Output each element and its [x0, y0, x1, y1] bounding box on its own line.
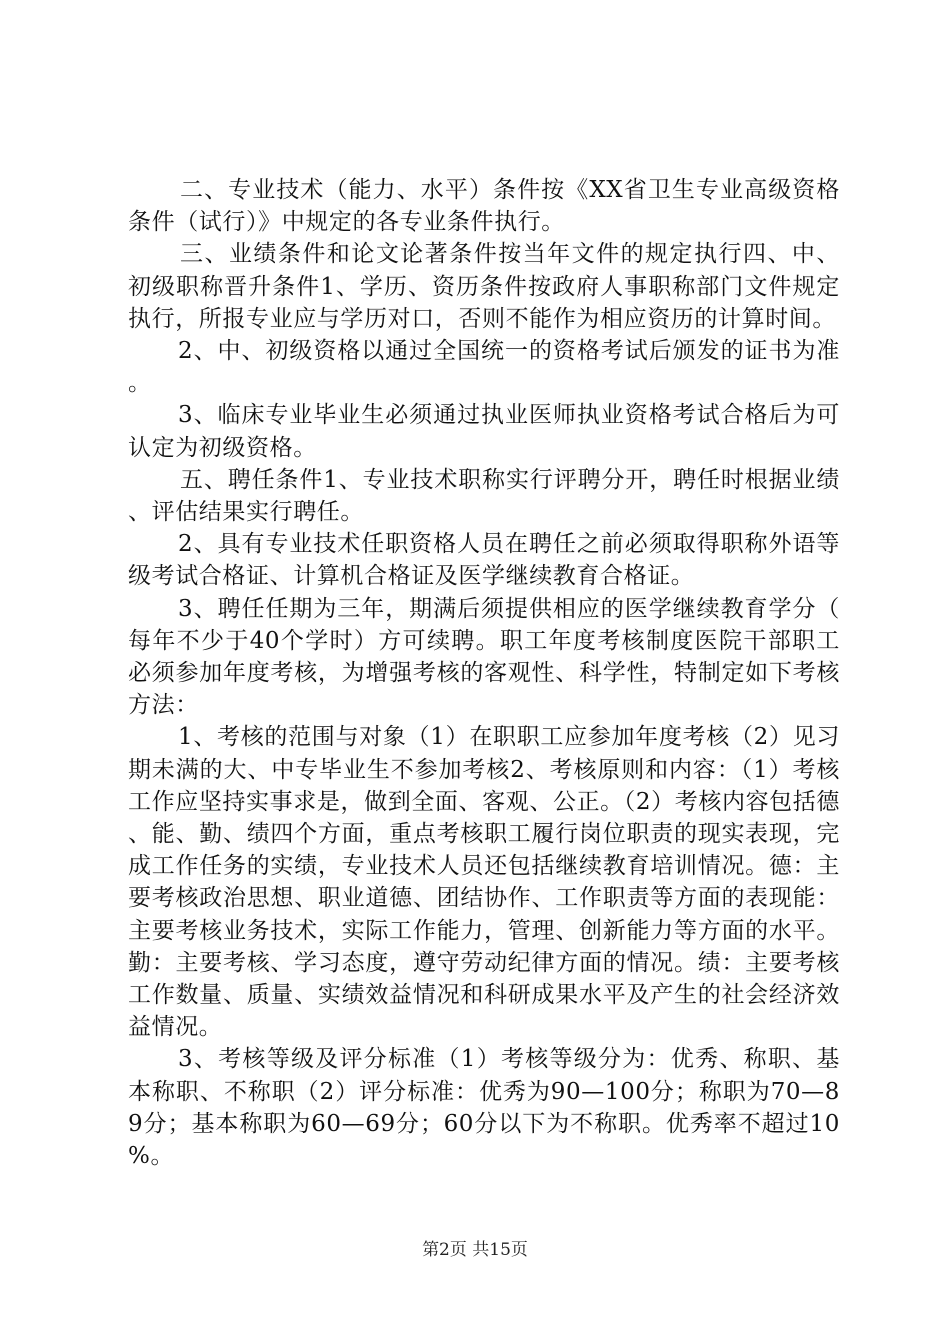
paragraph-assessment-scope: 1、考核的范围与对象（1）在职职工应参加年度考核（2）见习期未满的大、中专毕业生不参加考核2、考核原则和内容：（1）考核工作应坚持实事求是，做到全面、客观、公正。（2）考核内容包括德、能、勤、绩四个方面，重点考核职工履行岗位职责的现实表现，完成工作任务的实绩，专业技术人员还包括继续教育培训情况。德：主要考核政治思想、职业道德、团结协作、工作职责等方面的表现能：主要考核业务技术，实际工作能力，管理、创新能力等方面的水平。勤：主要考核、学习态度，遵守劳动纪律方面的情况。绩：主要考核工作数量、质量、实绩效益情况和科研成果水平及产生的社会经济效益情况。 — [128, 724, 840, 1041]
paragraph-mid-junior-qualification: 2、中、初级资格以通过全国统一的资格考试后颁发的证书为准。 — [128, 338, 840, 397]
paragraph-performance-conditions: 三、业绩条件和论文论著条件按当年文件的规定执行四、中、初级职称晋升条件1、学历、资历条件按政府人事职称部门文件规定执行，所报专业应与学历对口，否则不能作为相应资历的计算时间。 — [128, 241, 840, 332]
paragraph-assessment-grades: 3、考核等级及评分标准（1）考核等级分为：优秀、称职、基本称职、不称职（2）评分标准：优秀为90—100分；称职为70—89分；基本称职为60—69分；60分以下为不称职。优秀率不超过10%。 — [128, 1046, 840, 1170]
page-number-footer: 第2页 共15页 — [422, 1240, 528, 1260]
paragraph-appointment-conditions: 五、聘任条件1、专业技术职称实行评聘分开，聘任时根据业绩、评估结果实行聘任。 — [128, 466, 840, 526]
paragraph-appointment-term: 3、聘任任期为三年，期满后须提供相应的医学继续教育学分（每年不少于40个学时）方可续聘。职工年度考核制度医院干部职工必须参加年度考核，为增强考核的客观性、科学性，特制定如下考核方法： — [128, 595, 840, 719]
paragraph-professional-conditions: 二、专业技术（能力、水平）条件按《XX省卫生专业高级资格条件（试行）》中规定的各专业条件执行。 — [128, 177, 840, 236]
paragraph-appointment-certificates: 2、具有专业技术任职资格人员在聘任之前必须取得职称外语等级考试合格证、计算机合格证及医学继续教育合格证。 — [128, 531, 840, 590]
document-body — [128, 174, 840, 1172]
paragraph-clinical-graduates: 3、临床专业毕业生必须通过执业医师执业资格考试合格后为可认定为初级资格。 — [128, 402, 840, 461]
